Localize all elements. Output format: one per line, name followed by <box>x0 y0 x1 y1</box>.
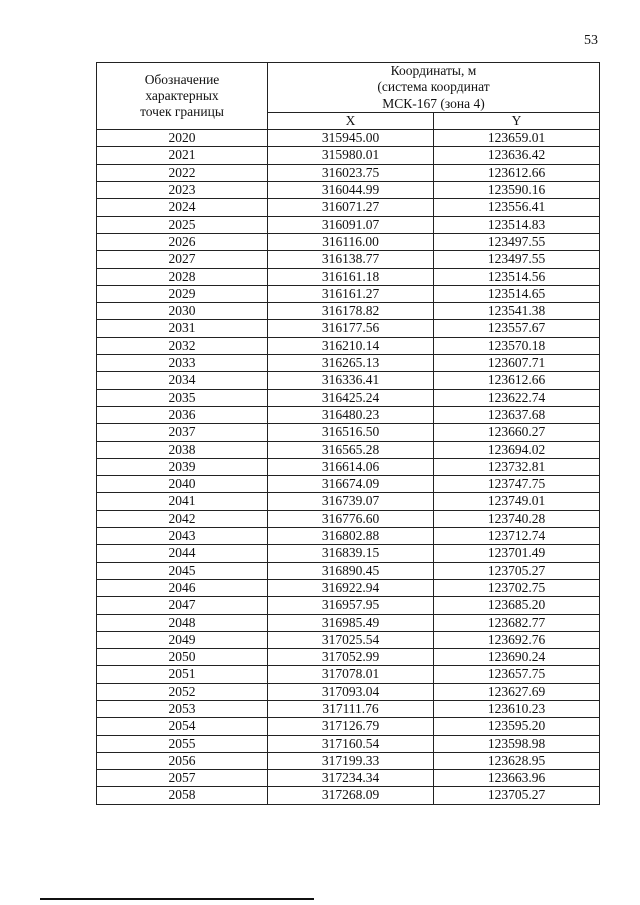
table-row <box>97 303 600 320</box>
x-coordinate-cell: 316480.23 <box>268 406 434 423</box>
point-number-cell: 2035 <box>97 389 268 406</box>
point-number-cell: 2041 <box>97 493 268 510</box>
point-number-cell: 2031 <box>97 320 268 337</box>
y-coordinate-cell: 123712.74 <box>434 528 600 545</box>
x-coordinate-cell: 316116.00 <box>268 233 434 250</box>
y-coordinate-cell: 123637.68 <box>434 406 600 423</box>
table-row <box>97 268 600 285</box>
y-coordinate-cell: 123514.83 <box>434 216 600 233</box>
x-coordinate-cell: 316516.50 <box>268 424 434 441</box>
x-coordinate-cell: 316614.06 <box>268 458 434 475</box>
table-row <box>97 130 600 147</box>
x-coordinate-cell: 317160.54 <box>268 735 434 752</box>
table-row <box>97 545 600 562</box>
y-coordinate-cell: 123660.27 <box>434 424 600 441</box>
x-coordinate-cell: 316161.27 <box>268 285 434 302</box>
y-coordinate-cell: 123692.76 <box>434 631 600 648</box>
point-number-cell: 2050 <box>97 649 268 666</box>
table-row <box>97 579 600 596</box>
y-coordinate-cell: 123557.67 <box>434 320 600 337</box>
table-row <box>97 735 600 752</box>
point-number-cell: 2046 <box>97 579 268 596</box>
point-number-cell: 2056 <box>97 752 268 769</box>
point-number-cell: 2040 <box>97 476 268 493</box>
point-number-cell: 2055 <box>97 735 268 752</box>
x-coordinate-cell: 317199.33 <box>268 752 434 769</box>
table-row <box>97 147 600 164</box>
table-row <box>97 597 600 614</box>
point-number-cell: 2039 <box>97 458 268 475</box>
table-row <box>97 683 600 700</box>
y-coordinate-cell: 123622.74 <box>434 389 600 406</box>
y-coordinate-cell: 123595.20 <box>434 718 600 735</box>
point-number-cell: 2030 <box>97 303 268 320</box>
table-body <box>97 130 600 805</box>
point-number-cell: 2049 <box>97 631 268 648</box>
table-row <box>97 320 600 337</box>
point-number-cell: 2036 <box>97 406 268 423</box>
table-row <box>97 233 600 250</box>
table-row <box>97 406 600 423</box>
y-coordinate-cell: 123612.66 <box>434 164 600 181</box>
x-coordinate-cell: 316178.82 <box>268 303 434 320</box>
point-header-line: Обозначение <box>144 71 220 87</box>
coords-header-line: Координаты, м <box>390 63 477 78</box>
x-coordinate-cell: 316425.24 <box>268 389 434 406</box>
point-number-cell: 2042 <box>97 510 268 527</box>
x-coordinate-cell: 316161.18 <box>268 268 434 285</box>
table-header <box>97 63 600 130</box>
y-coordinate-cell: 123497.55 <box>434 233 600 250</box>
point-number-cell: 2023 <box>97 182 268 199</box>
y-coordinate-cell: 123701.49 <box>434 545 600 562</box>
point-number-cell: 2052 <box>97 683 268 700</box>
coordinates-table <box>96 62 600 805</box>
x-coordinate-cell: 316802.88 <box>268 528 434 545</box>
point-number-cell: 2033 <box>97 355 268 372</box>
point-designation-header <box>97 63 268 130</box>
table-row <box>97 510 600 527</box>
table-row <box>97 666 600 683</box>
table-row <box>97 493 600 510</box>
x-coordinate-cell: 316776.60 <box>268 510 434 527</box>
x-coordinate-cell: 316957.95 <box>268 597 434 614</box>
table-row <box>97 614 600 631</box>
point-number-cell: 2034 <box>97 372 268 389</box>
x-coordinate-cell: 316565.28 <box>268 441 434 458</box>
y-coordinate-cell: 123570.18 <box>434 337 600 354</box>
x-coordinate-cell: 317052.99 <box>268 649 434 666</box>
table-row <box>97 562 600 579</box>
point-number-cell: 2045 <box>97 562 268 579</box>
point-number-cell: 2037 <box>97 424 268 441</box>
x-coordinate-cell: 316210.14 <box>268 337 434 354</box>
x-coordinate-cell: 316138.77 <box>268 251 434 268</box>
x-coordinate-cell: 317268.09 <box>268 787 434 804</box>
point-number-cell: 2044 <box>97 545 268 562</box>
y-coordinate-cell: 123514.56 <box>434 268 600 285</box>
x-coordinate-cell: 316839.15 <box>268 545 434 562</box>
y-coordinate-cell: 123607.71 <box>434 355 600 372</box>
x-coordinate-cell: 316890.45 <box>268 562 434 579</box>
y-coordinate-cell: 123657.75 <box>434 666 600 683</box>
table-row <box>97 528 600 545</box>
y-coordinate-cell: 123685.20 <box>434 597 600 614</box>
table-row <box>97 718 600 735</box>
point-number-cell: 2051 <box>97 666 268 683</box>
table-row <box>97 649 600 666</box>
point-number-cell: 2029 <box>97 285 268 302</box>
point-number-cell: 2043 <box>97 528 268 545</box>
x-coordinate-cell: 317078.01 <box>268 666 434 683</box>
coords-header-line: МСК-167 (зона 4) <box>382 95 485 111</box>
y-coordinate-cell: 123541.38 <box>434 303 600 320</box>
x-coordinate-cell: 316265.13 <box>268 355 434 372</box>
table-row <box>97 458 600 475</box>
y-coordinate-cell: 123740.28 <box>434 510 600 527</box>
x-coordinate-cell: 315980.01 <box>268 147 434 164</box>
x-coordinate-cell: 316071.27 <box>268 199 434 216</box>
y-coordinate-cell: 123627.69 <box>434 683 600 700</box>
header-row-main <box>97 63 600 113</box>
x-coordinate-cell: 316336.41 <box>268 372 434 389</box>
y-coordinate-cell: 123610.23 <box>434 700 600 717</box>
footer-rule <box>40 898 314 900</box>
point-number-cell: 2057 <box>97 770 268 787</box>
y-coordinate-cell: 123749.01 <box>434 493 600 510</box>
table-row <box>97 182 600 199</box>
x-coordinate-cell: 317025.54 <box>268 631 434 648</box>
y-coordinate-cell: 123612.66 <box>434 372 600 389</box>
y-coordinate-cell: 123628.95 <box>434 752 600 769</box>
table-row <box>97 251 600 268</box>
coordinates-header <box>268 63 600 113</box>
point-number-cell: 2032 <box>97 337 268 354</box>
point-number-cell: 2027 <box>97 251 268 268</box>
x-coordinate-cell: 317111.76 <box>268 700 434 717</box>
x-coordinate-cell: 315945.00 <box>268 130 434 147</box>
y-coordinate-cell: 123682.77 <box>434 614 600 631</box>
table-row <box>97 164 600 181</box>
y-coordinate-cell: 123497.55 <box>434 251 600 268</box>
x-column-header: X <box>268 112 434 129</box>
point-number-cell: 2025 <box>97 216 268 233</box>
x-coordinate-cell: 316739.07 <box>268 493 434 510</box>
y-coordinate-cell: 123659.01 <box>434 130 600 147</box>
table-row <box>97 752 600 769</box>
table-row <box>97 355 600 372</box>
point-header-line: точек границы <box>140 104 224 120</box>
y-coordinate-cell: 123556.41 <box>434 199 600 216</box>
point-number-cell: 2047 <box>97 597 268 614</box>
point-number-cell: 2024 <box>97 199 268 216</box>
point-number-cell: 2053 <box>97 700 268 717</box>
x-coordinate-cell: 316023.75 <box>268 164 434 181</box>
table-row <box>97 216 600 233</box>
y-coordinate-cell: 123636.42 <box>434 147 600 164</box>
y-coordinate-cell: 123663.96 <box>434 770 600 787</box>
table-row <box>97 770 600 787</box>
y-column-header: Y <box>434 112 600 129</box>
x-coordinate-cell: 316674.09 <box>268 476 434 493</box>
point-number-cell: 2038 <box>97 441 268 458</box>
x-coordinate-cell: 317093.04 <box>268 683 434 700</box>
y-coordinate-cell: 123705.27 <box>434 562 600 579</box>
point-number-cell: 2026 <box>97 233 268 250</box>
table-row <box>97 199 600 216</box>
table-row <box>97 476 600 493</box>
table-row <box>97 787 600 804</box>
table-row <box>97 389 600 406</box>
table-row <box>97 372 600 389</box>
point-number-cell: 2048 <box>97 614 268 631</box>
y-coordinate-cell: 123732.81 <box>434 458 600 475</box>
point-number-cell: 2020 <box>97 130 268 147</box>
y-coordinate-cell: 123514.65 <box>434 285 600 302</box>
point-number-cell: 2054 <box>97 718 268 735</box>
y-coordinate-cell: 123590.16 <box>434 182 600 199</box>
x-coordinate-cell: 316985.49 <box>268 614 434 631</box>
table-row <box>97 631 600 648</box>
coords-header-line: (система координат <box>377 79 490 95</box>
point-number-cell: 2028 <box>97 268 268 285</box>
table-row <box>97 424 600 441</box>
x-coordinate-cell: 317126.79 <box>268 718 434 735</box>
x-coordinate-cell: 316044.99 <box>268 182 434 199</box>
page-number: 53 <box>584 33 598 48</box>
point-number-cell: 2021 <box>97 147 268 164</box>
x-coordinate-cell: 316091.07 <box>268 216 434 233</box>
point-header-line: характерных <box>145 87 219 103</box>
x-coordinate-cell: 316177.56 <box>268 320 434 337</box>
table-row <box>97 337 600 354</box>
table-row <box>97 700 600 717</box>
y-coordinate-cell: 123690.24 <box>434 649 600 666</box>
point-number-cell: 2058 <box>97 787 268 804</box>
y-coordinate-cell: 123598.98 <box>434 735 600 752</box>
y-coordinate-cell: 123694.02 <box>434 441 600 458</box>
y-coordinate-cell: 123702.75 <box>434 579 600 596</box>
table-row <box>97 285 600 302</box>
y-coordinate-cell: 123747.75 <box>434 476 600 493</box>
y-coordinate-cell: 123705.27 <box>434 787 600 804</box>
x-coordinate-cell: 317234.34 <box>268 770 434 787</box>
x-coordinate-cell: 316922.94 <box>268 579 434 596</box>
point-number-cell: 2022 <box>97 164 268 181</box>
table-row <box>97 441 600 458</box>
